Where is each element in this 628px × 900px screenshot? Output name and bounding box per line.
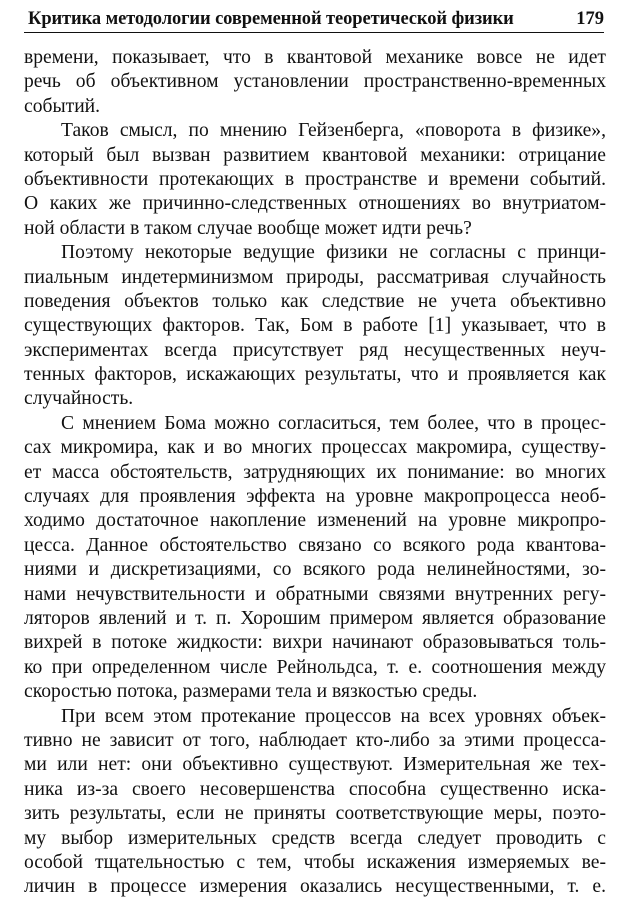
text-line: ет масса обстоятельств, затрудняющих их понимание: во многих [24,461,606,483]
text-line: ляторов явлений и т. п. Хорошим примером является образование [24,607,606,629]
text-line: ниями и дискретизациями, со всякого рода нелинейностями, зо- [24,559,606,581]
text-line: особой тщательностью с тем, чтобы искажения измеряемых ве- [24,851,606,873]
running-title: Критика методологии современной теоретической физики [28,9,514,29]
paragraph [24,46,606,119]
text-line: пиальным индетерминизмом природы, рассматривая случайность [24,266,606,288]
text-line: ника из-за своего несовершенства способна существенно иска- [24,778,606,800]
text-line: объективности протекающих в пространстве и времени событий. [24,168,606,190]
page-number: 179 [576,9,604,29]
text-line: который был вызван развитием квантовой механики: отрицание [24,144,606,166]
text-line: му выбор измерительных средств всегда следует проводить с [24,827,606,849]
text-line: Поэтому некоторые ведущие физики не согласны с принци- [61,242,606,264]
text-line: О каких же причинно-следственных отношениях во внутриатом- [24,193,606,215]
text-line: событий. [24,95,101,117]
paragraph [24,705,606,900]
text-line: ной области в таком случае вообще может идти речь? [24,217,472,239]
text-line: времени, показывает, что в квантовой механике вовсе не идет [24,47,606,68]
text-line: существующих факторов. Так, Бом в работе [1] указывает, что в [24,315,606,337]
text-line: случайность. [24,388,134,410]
text-line: С мнением Бома можно согласиться, тем более, что в процес- [61,412,606,434]
paragraph [24,241,606,412]
text-line: скоростью потока, размерами тела и вязкостью среды. [24,681,478,703]
text-line: ми или нет: они объективно существуют. Измерительная же тех- [24,754,606,776]
text-line: ходимо достаточное накопление изменений на уровне микропро- [24,510,606,532]
running-header [24,4,604,33]
body-text [24,46,606,900]
text-line: сах микромира, как и во многих процессах макромира, существу- [24,437,606,459]
text-line: тивно не зависит от того, наблюдает кто-либо за этими процесса- [24,729,606,751]
paragraph [24,412,606,705]
text-line: вихрей в потоке жидкости: вихри начинают образовываться толь- [24,632,606,654]
text-line: личин в процессе измерения оказались несущественными, т. е. [24,876,606,898]
text-line: нами нечувствительности и обратными связями внутренних регу- [24,583,606,605]
text-line: Таков смысл, по мнению Гейзенберга, «поворота в физике», [61,120,606,142]
text-line: зить результаты, если не приняты соответствующие меры, поэто- [24,803,606,825]
text-line: речь об объективном установлении пространственно-временных [24,71,606,93]
paragraph [24,119,606,241]
text-line: ко при определенном числе Рейнольдса, т. е. соотношения между [24,656,606,678]
text-line: поведения объектов только как следствие не учета объективно [24,290,606,312]
text-line: тенных факторов, искажающих результаты, что и проявляется как [24,364,606,386]
text-line: цесса. Данное обстоятельство связано со всякого рода квантова- [24,534,606,556]
text-line: случаях для проявления эффекта на уровне макропроцесса необ- [24,486,606,508]
text-line: экспериментах всегда присутствует ряд несущественных неуч- [24,339,606,361]
text-line: При всем этом протекание процессов на всех уровнях объек- [61,705,606,727]
